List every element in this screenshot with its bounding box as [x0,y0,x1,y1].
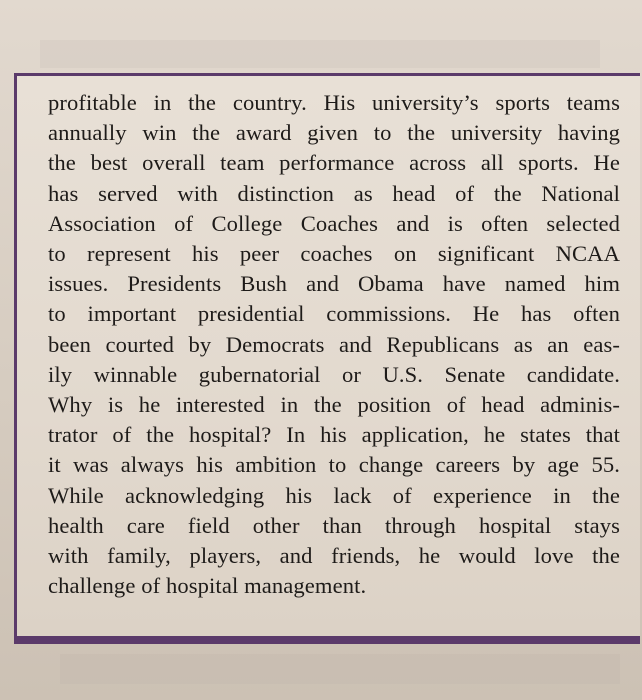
bleed-through-bottom [60,654,620,684]
text-line: to represent his peer coaches on significant NCAA [48,241,620,267]
text-line: health care field other than through hospital stays [48,512,620,538]
text-line: with family, players, and friends, he would love the [48,543,620,569]
case-text [48,88,620,601]
text-line: to important presidential commissions. He has often [48,301,620,327]
text-line: been courted by Democrats and Republicans as an eas- [48,331,620,357]
text-line: ily winnable gubernatorial or U.S. Senate candidate. [48,361,620,387]
text-line: profitable in the country. His university’s sports teams [48,90,620,115]
text-line: annually win the award given to the university having [48,120,620,146]
text-line: the best overall team performance across all sports. He [48,150,620,176]
text-line: issues. Presidents Bush and Obama have named him [48,271,620,297]
text-line: has served with distinction as head of the National [48,180,620,206]
text-line: While acknowledging his lack of experience in the [48,482,620,508]
text-line: trator of the hospital? In his application, he states that [48,422,620,448]
text-line: it was always his ambition to change careers by age 55. [48,452,620,478]
text-line: Why is he interested in the position of head adminis- [48,392,620,418]
text-line: Association of College Coaches and is often selected [48,210,620,236]
text-line: challenge of hospital management. [48,573,367,599]
bleed-through-top [40,40,600,68]
